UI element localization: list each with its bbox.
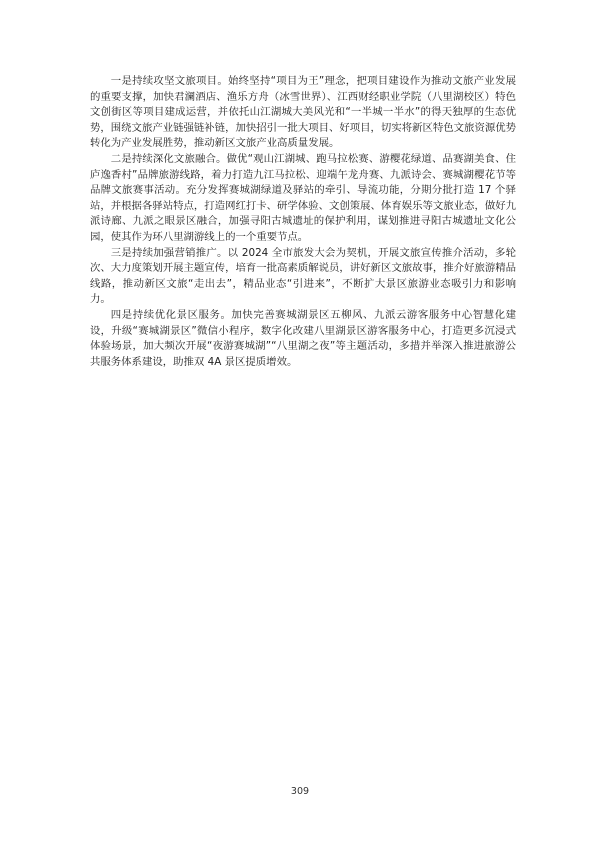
paragraph-marketing-promotion: 三是持续加强营销推广。以 2024 全市旅发大会为契机，开展文旅宣传推介活动，多轮次、大力度策划开展主题宣传，培育一批高素质解说员，讲好新区文旅故事，推介好旅游精品线路，推动新区文旅“走出去”，精品业态“引进来”，不断扩大景区旅游业态吸引力和影响力。 (90, 246, 517, 306)
paragraph-cultural-tourism-integration: 二是持续深化文旅融合。做优“观山江湖城、跑马拉松赛、游樱花绿道、品赛湖美食、住庐逸香村”品牌旅游线路，着力打造九江马拉松、迎端午龙舟赛、九派诗会、赛城湖樱花节等品牌文旅赛事活动。充分发挥赛城湖绿道及驿站的牵引、导流功能，分期分批打造 17 个驿站，并根据各驿站特点，打造网红打卡、研学体验、文创策展、体育娱乐等文旅业态，做好九派诗廊、九派之眼景区融合，加强寻阳古城遗址的保护利用，谋划推进寻阳古城遗址文化公园，使其作为环八里湖游线上的一个重要节点。 (90, 152, 517, 243)
body-text (90, 74, 516, 370)
paragraph-scenic-services: 四是持续优化景区服务。加快完善赛城湖景区五柳风、九派云游客服务中心智慧化建设，升级“赛城湖景区”微信小程序，数字化改建八里湖景区游客服务中心，打造更多沉浸式体验场景，加大频次开展“夜游赛城湖”“八里湖之夜”等主题活动，多措并举深入推进旅游公共服务体系建设，助推双 4A 景区提质增效。 (90, 308, 516, 368)
paragraph-tourism-projects: 一是持续攻坚文旅项目。始终坚持“项目为王”理念，把项目建设作为推动文旅产业发展的重要支撑，加快君澜酒店、渔乐方舟（冰雪世界）、江西财经职业学院（八里湖校区）特色文创街区等项目建成运营，并依托山江湖城大美风光和“一半城一半水”的得天独厚的生态优势，围绕文旅产业链强链补链，加快招引一批大项目、好项目，切实将新区特色文旅资源优势转化为产业发展胜势，推动新区文旅产业高质量发展。 (90, 75, 517, 150)
page-number: 309 (290, 786, 310, 797)
